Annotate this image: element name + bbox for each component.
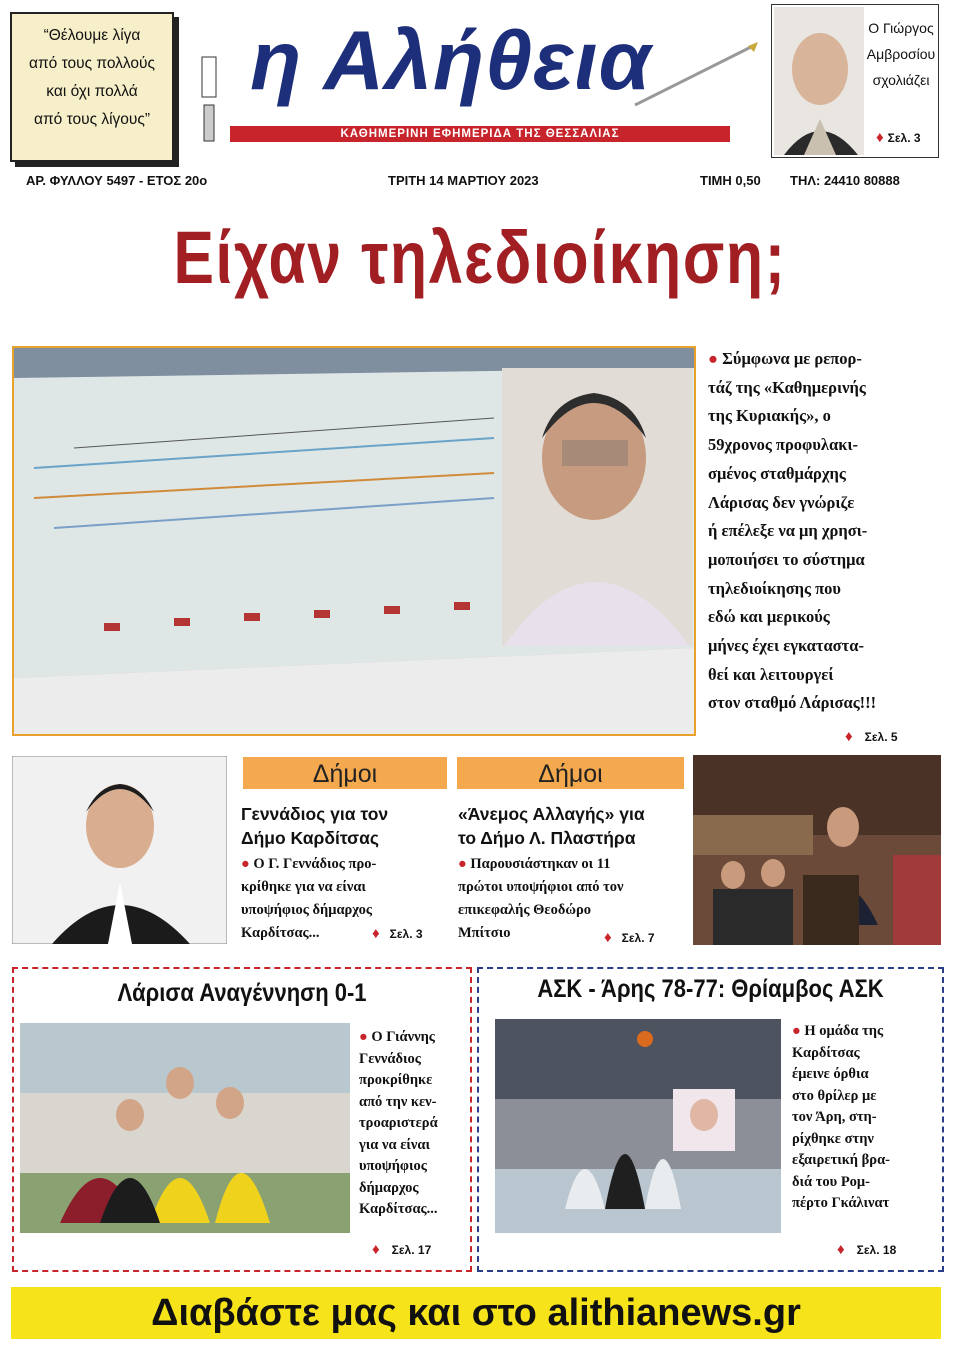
lead-line: Λάρισας δεν γνώριζε — [708, 492, 855, 512]
sport-line: υποψήφιος — [359, 1158, 427, 1174]
basketball-photo — [495, 1019, 781, 1233]
page-ref: Σελ. 18 — [856, 1243, 897, 1257]
issue-date: ΤΡΙΤΗ 14 ΜΑΡΤΙΟΥ 2023 — [388, 173, 539, 188]
page-ref: Σελ. 7 — [621, 931, 655, 945]
lead-line: στον σταθμό Λάρισας!!! — [708, 693, 877, 713]
lead-line: 59χρονος προφυλακι- — [708, 435, 858, 455]
sport-line: εξαιρετική βρα- — [792, 1152, 890, 1168]
sport-line: πέρτο Γκάλινατ — [792, 1195, 890, 1211]
article-line: Ο Γ. Γεννάδιος προ- — [253, 856, 377, 872]
sport-line: ρίχθηκε στην — [792, 1130, 874, 1147]
article-title: «Άνεμος Αλλαγής» για — [458, 804, 645, 824]
bullet-icon: ● — [359, 1029, 368, 1045]
article-gennadios[interactable] — [241, 802, 453, 945]
sport-line: Η ομάδα της — [804, 1023, 884, 1039]
sports-box-football[interactable] — [12, 967, 472, 1272]
bullet-icon: ● — [241, 856, 250, 872]
quote-line: από τους πολλούς — [29, 55, 155, 72]
lead-line: μήνες έχει εγκαταστα- — [708, 636, 864, 656]
football-photo — [20, 1023, 350, 1233]
sport-line: Καρδίτσας — [792, 1044, 860, 1061]
columnist-box[interactable] — [771, 4, 939, 158]
sport-line: προκρίθηκε — [359, 1072, 433, 1088]
columnist-photo — [774, 7, 864, 155]
article-title: Γεννάδιος για τον — [241, 804, 389, 824]
lead-line: σμένος σταθμάρχης — [708, 463, 846, 483]
diamond-icon: ♦ — [837, 1242, 845, 1258]
main-photo[interactable] — [12, 346, 696, 736]
quote-line: και όχι πολλά — [46, 83, 138, 100]
diamond-icon: ♦ — [845, 729, 853, 745]
sport-line: τροαριστερά — [359, 1115, 438, 1131]
diamond-icon: ♦ — [876, 130, 884, 146]
sport-line: διά του Ρομ- — [792, 1173, 870, 1190]
lead-line: μοποιήσει το σύστημα — [708, 549, 865, 569]
article-line: κρίθηκε για να είναι — [241, 879, 366, 895]
section-label: Δήμοι — [457, 757, 684, 789]
sport-line: από την κεν- — [359, 1093, 437, 1110]
article-line: Καρδίτσας... — [241, 925, 320, 941]
tagline: ΚΑΘΗΜΕΡΙΝΗ ΕΦΗΜΕΡΙΔΑ ΤΗΣ ΘΕΣΣΑΛΙΑΣ — [230, 126, 730, 142]
quote-box — [10, 12, 174, 162]
columnist-line: Αμβροσίου — [866, 46, 936, 62]
sport-line: για να είναι — [359, 1136, 430, 1153]
lead-line: Σύμφωνα με ρεπορ- — [722, 349, 862, 368]
diamond-icon: ♦ — [372, 926, 380, 942]
sport-title: Λάρισα Αναγέννηση 0-1 — [117, 979, 367, 1007]
main-headline[interactable]: Είχαν τηλεδιοίκηση; — [173, 216, 787, 299]
article-line: πρώτοι υποψήφιοι από τον — [458, 879, 624, 895]
page-ref: Σελ. 3 — [389, 927, 423, 941]
pen-icon — [630, 40, 760, 110]
diamond-icon: ♦ — [372, 1242, 380, 1258]
phone: ΤΗΛ: 24410 80888 — [790, 173, 900, 188]
article-line: υποψήφιος δήμαρχος — [241, 902, 372, 918]
issue-number: ΑΡ. ΦΥΛΛΟΥ 5497 - ΕΤΟΣ 20ο — [26, 173, 208, 188]
bullet-icon: ● — [708, 349, 718, 368]
article-line: Παρουσιάστηκαν οι 11 — [470, 856, 611, 872]
page-ref: Σελ. 3 — [887, 131, 921, 145]
article-title: Δήμο Καρδίτσας — [241, 828, 379, 848]
newspaper-logo[interactable]: η Αλήθεια — [250, 13, 652, 107]
sport-title: ΑΣΚ - Άρης 78-77: Θρίαμβος ΑΣΚ — [537, 975, 884, 1003]
price: ΤΙΜΗ 0,50 — [700, 173, 761, 188]
sport-line: Καρδίτσας... — [359, 1201, 438, 1217]
columnist-line: Ο Γιώργος — [868, 20, 934, 36]
lead-line: εδώ και μερικούς — [708, 607, 830, 627]
sport-line: τον Άρη, στη- — [792, 1109, 877, 1125]
section-label: Δήμοι — [243, 757, 447, 789]
lead-line: τάζ της «Καθημερινής — [708, 377, 866, 397]
sport-line: δήμαρχος — [359, 1179, 419, 1196]
sport-line: Γεννάδιος — [359, 1050, 421, 1067]
article-plastira[interactable] — [458, 802, 686, 945]
article-title: το Δήμο Λ. Πλαστήρα — [458, 828, 636, 848]
lead-line: ή επέλεξε να μη χρησι- — [708, 521, 868, 541]
article-line: Μπίτσιο — [458, 925, 511, 941]
columnist-line: σχολιάζει — [872, 72, 930, 88]
page-ref: Σελ. 17 — [391, 1243, 432, 1257]
event-photo[interactable] — [693, 755, 941, 945]
bullet-icon: ● — [458, 856, 467, 872]
quote-line: από τους λίγους” — [33, 111, 151, 128]
lead-article[interactable] — [708, 345, 936, 718]
lead-line: θεί και λειτουργεί — [708, 664, 834, 684]
sport-line: στο θρίλερ με — [792, 1087, 877, 1104]
lead-line: τηλεδιοίκησης που — [708, 578, 841, 598]
article-line: επικεφαλής Θεοδώρο — [458, 902, 591, 918]
badge-icon — [200, 55, 218, 145]
sports-box-basketball[interactable] — [477, 967, 944, 1272]
sport-line: Ο Γιάννης — [371, 1029, 435, 1045]
page-ref: Σελ. 5 — [864, 730, 898, 744]
footer-banner[interactable]: Διαβάστε μας και στο alithianews.gr — [11, 1287, 941, 1339]
bullet-icon: ● — [792, 1023, 801, 1039]
control-panel-image — [14, 348, 694, 734]
lead-line: της Κυριακής», ο — [708, 406, 831, 426]
quote-line: “Θέλουμε λίγα — [43, 27, 141, 44]
sport-line: έμεινε όρθια — [792, 1066, 869, 1082]
gennadios-photo[interactable] — [12, 756, 227, 944]
diamond-icon: ♦ — [604, 930, 612, 946]
